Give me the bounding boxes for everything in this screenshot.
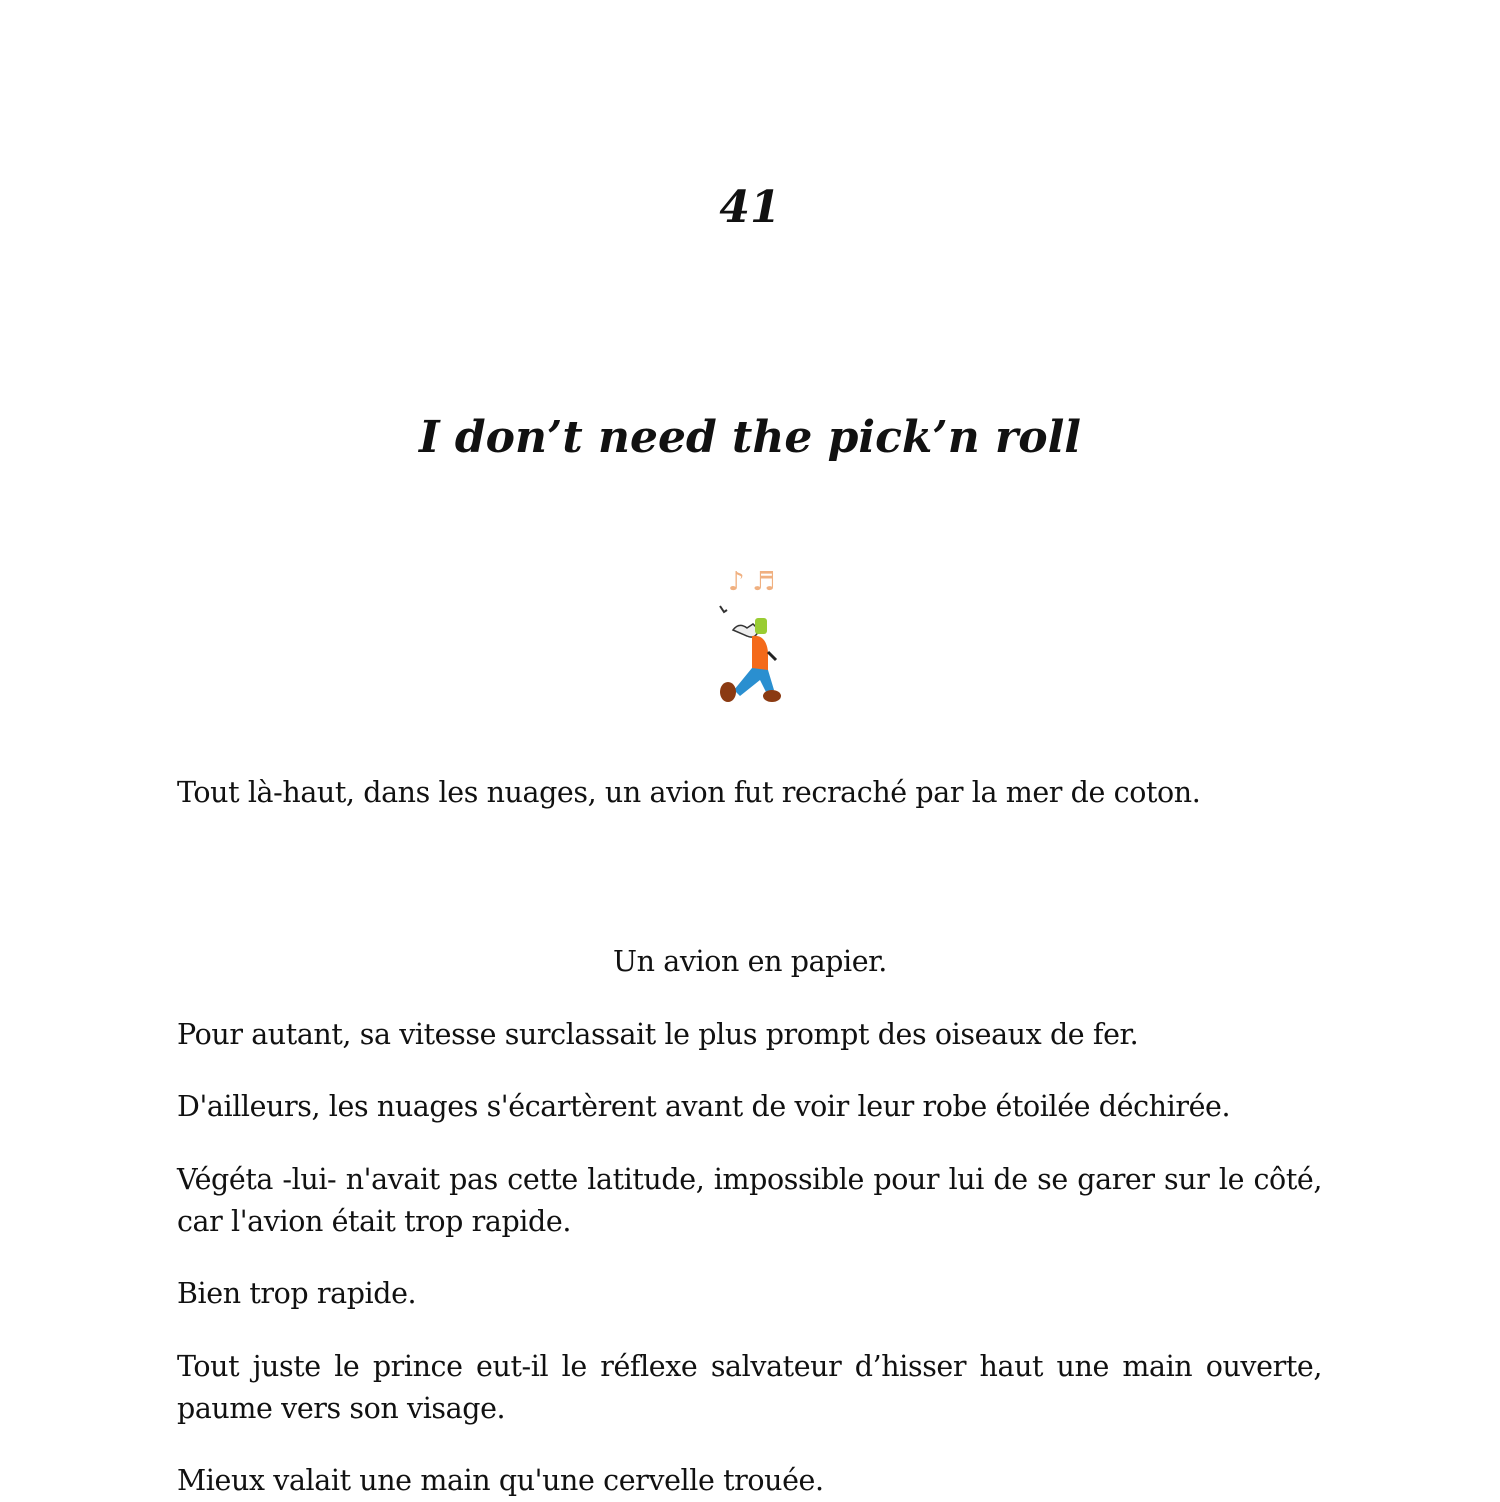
paragraph: D'ailleurs, les nuages s'écartèrent avant de voir leur robe étoilée déchirée.: [177, 1090, 1231, 1123]
chapter-number: 41: [719, 182, 781, 233]
paragraph: Bien trop rapide.: [177, 1277, 417, 1310]
svg-text:♬: ♬: [752, 567, 776, 597]
goofy-walking-music-notes-icon: [700, 562, 800, 712]
svg-text:♪: ♪: [728, 567, 745, 597]
paragraph: Tout là-haut, dans les nuages, un avion fut recraché par la mer de coton.: [177, 776, 1201, 809]
chapter-title: I don’t need the pick’n roll: [419, 412, 1081, 463]
paragraph: Végéta -lui- n'avait pas cette latitude, impossible pour lui de se garer sur le côté, car l'avion était trop rapide.: [177, 1163, 1322, 1238]
paragraph: Pour autant, sa vitesse surclassait le plus prompt des oiseaux de fer.: [177, 1018, 1139, 1051]
paragraph: Tout juste le prince eut-il le réflexe salvateur d’hisser haut une main ouverte, paume vers son visage.: [177, 1350, 1322, 1425]
paragraph: Mieux valait une main qu'une cervelle trouée.: [177, 1464, 824, 1497]
paragraph-centered: Un avion en papier.: [613, 945, 887, 978]
